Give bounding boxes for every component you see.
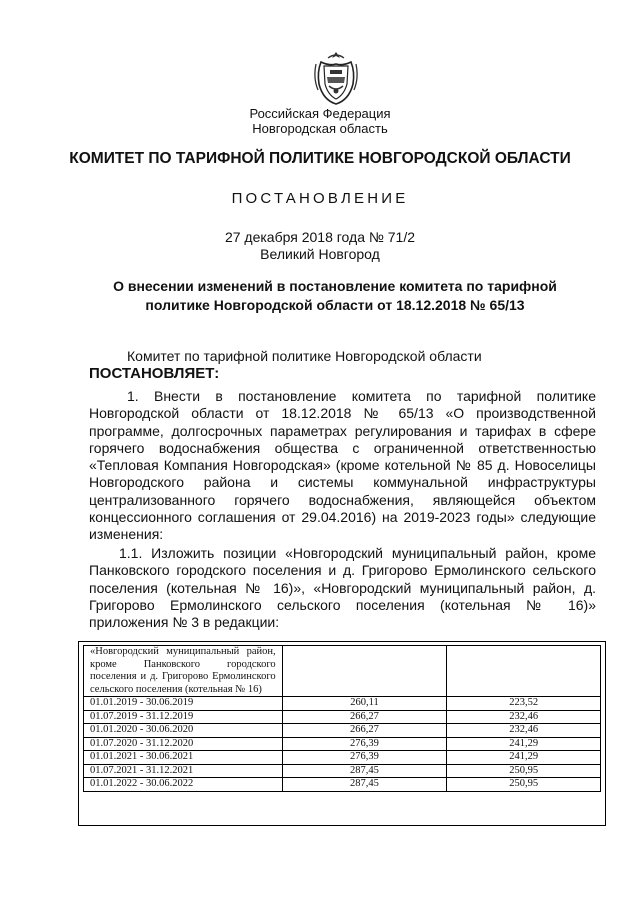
table-row [84, 737, 601, 751]
table-row [84, 724, 601, 738]
tariff-cell: 287,45 [282, 778, 447, 792]
table-row [84, 710, 601, 724]
document-title: О внесении изменений в постановление комитета по тарифной политике Новгородской области от 18.12.2018 № 65/13 [113, 278, 557, 313]
period-cell: 01.01.2022 - 30.06.2022 [84, 778, 283, 792]
period-cell: 01.07.2021 - 31.12.2021 [84, 764, 283, 778]
table-header-cell: «Новгородский муниципальный район, кроме Панковского городского поселения и д. Григорово Ермолинского сельского поселения (котельная № 16) [84, 646, 283, 697]
period-cell: 01.07.2020 - 31.12.2020 [84, 737, 283, 751]
city-label: Великий Новгород [260, 246, 380, 262]
coat-of-arms-icon [313, 50, 359, 106]
federation-label: Российская Федерация [249, 106, 391, 121]
tariff-cell: 250,95 [447, 764, 601, 778]
tariff-cell: 287,45 [282, 764, 447, 778]
table-row [84, 764, 601, 778]
resolves-label: ПОСТАНОВЛЯЕТ: [89, 365, 220, 382]
doc-type-heading: ПОСТАНОВЛЕНИЕ [231, 190, 409, 207]
tariff-table [83, 645, 601, 792]
period-cell: 01.01.2020 - 30.06.2020 [84, 724, 283, 738]
tariff-cell: 241,29 [447, 751, 601, 765]
tariff-cell: 232,46 [447, 710, 601, 724]
tariff-cell: 266,27 [282, 710, 447, 724]
paragraph-1-1: 1.1. Изложить позиции «Новгородский муниципальный район, кроме Панковского городского поселения и д. Григорово Ермолинского сельского поселения (котельная № 16)», «Новгородский муниципальный район, д. Григорово Ермолинского сельского поселения (котельная № 16)» приложения № 3 в редакции: [89, 545, 596, 631]
table-row [84, 697, 601, 711]
region-label: Новгородская область [252, 121, 388, 136]
committee-heading: КОМИТЕТ ПО ТАРИФНОЙ ПОЛИТИКЕ НОВГОРОДСКОЙ ОБЛАСТИ [69, 150, 571, 167]
tariff-cell: 223,52 [447, 697, 601, 711]
date-number: 27 декабря 2018 года № 71/2 [224, 229, 416, 245]
tariff-cell: 266,27 [282, 724, 447, 738]
paragraph-1: 1. Внести в постановление комитета по тарифной политике Новгородской области от 18.12.2018 № 65/13 «О производственной программе, долгосрочных параметрах регулирования и тарифах в сфере горячего водоснабжения общества с ограниченной ответственностью «Тепловая Компания Новгородская» (кроме котельной № 85 д. Новоселицы Новгородского района и системы коммунальной инфраструктуры централизованного горячего водоснабжения, являющейся объектом концессионного соглашения от 29.04.2016) на 2019-2023 годы» следующие изменения: [89, 388, 596, 543]
table-header-empty-cell [282, 646, 447, 697]
tariff-cell: 232,46 [447, 724, 601, 738]
period-cell: 01.01.2019 - 30.06.2019 [84, 697, 283, 711]
period-cell: 01.07.2019 - 31.12.2019 [84, 710, 283, 724]
table-header-row [84, 646, 601, 697]
intro-paragraph: Комитет по тарифной политике Новгородской области [127, 348, 482, 364]
table-row [84, 751, 601, 765]
period-cell: 01.01.2021 - 30.06.2021 [84, 751, 283, 765]
tariff-cell: 241,29 [447, 737, 601, 751]
tariff-cell: 260,11 [282, 697, 447, 711]
table-header-empty-cell [447, 646, 601, 697]
tariff-cell: 250,95 [447, 778, 601, 792]
tariff-cell: 276,39 [282, 751, 447, 765]
tariff-cell: 276,39 [282, 737, 447, 751]
table-row [84, 778, 601, 792]
